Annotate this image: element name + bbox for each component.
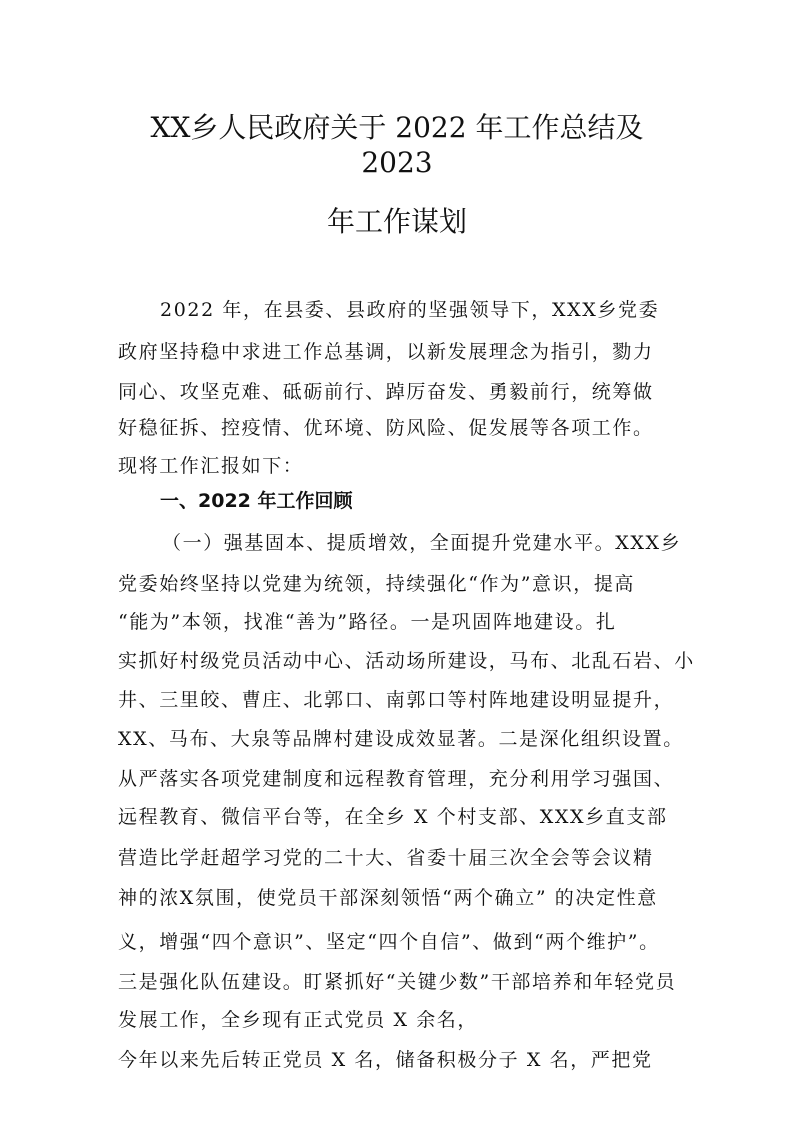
body-line-13: 发展工作，全乡现有正式党员 X 余名， xyxy=(118,1009,479,1031)
body-line-4: 实抓好村级党员活动中心、活动场所建设，马布、北乱石岩、小 xyxy=(118,650,695,672)
body-line-3: “能为”本领，找准“善为”路径。一是巩固阵地建设。扎 xyxy=(118,611,617,633)
intro-line-4: 好稳征拆、控疫情、优环境、防风险、促发展等各项工作。 xyxy=(118,417,654,439)
body-line-1: （一）强基固本、提质增效，全面提升党建水平。XXX乡 xyxy=(162,532,682,554)
intro-line-1: 2022 年，在县委、县政府的坚强领导下，XXX乡党委 xyxy=(160,299,660,321)
body-line-7: 从严落实各项党建制度和远程教育管理，充分利用学习强国、 xyxy=(118,768,675,790)
intro-line-5: 现将工作汇报如下： xyxy=(118,455,304,477)
body-line-6: XX、马布、大泉等品牌村建设成效显著。二是深化组织设置。 xyxy=(118,728,684,750)
body-line-14: 今年以来先后转正党员 X 名，储备积极分子 X 名，严把党 xyxy=(118,1049,653,1071)
intro-line-2: 政府坚持稳中求进工作总基调，以新发展理念为指引，勠力 xyxy=(118,341,654,363)
body-line-8: 远程教育、微信平台等，在全乡 X 个村支部、XXX乡直支部 xyxy=(118,806,668,828)
body-line-10: 神的浓X氛围，使党员干部深刻领悟“两个确立” 的决定性意 xyxy=(118,887,658,909)
section-heading: 一、2022 年工作回顾 xyxy=(160,490,353,512)
title-line-2: 2023 xyxy=(361,146,433,179)
body-line-5: 井、三里皎、曹庄、北郭口、南郭口等村阵地建设明显提升， xyxy=(118,689,675,711)
body-line-11: 义，增强“四个意识”、坚定“四个自信”、做到“两个维护”。 xyxy=(118,931,660,953)
body-line-12: 三是强化队伍建设。盯紧抓好“关键少数”干部培养和年轻党员 xyxy=(118,971,677,993)
body-line-9: 营造比学赶超学习党的二十大、省委十届三次全会等会议精 xyxy=(118,847,654,869)
title-line-1: XX乡人民政府关于 2022 年工作总结及 xyxy=(150,111,644,144)
intro-line-3: 同心、攻坚克难、砥砺前行、踔厉奋发、勇毅前行，统筹做 xyxy=(118,381,654,403)
title-line-3: 年工作谋划 xyxy=(326,205,467,238)
body-line-2: 党委始终坚持以党建为统领，持续强化“作为”意识，提高 xyxy=(118,573,636,595)
